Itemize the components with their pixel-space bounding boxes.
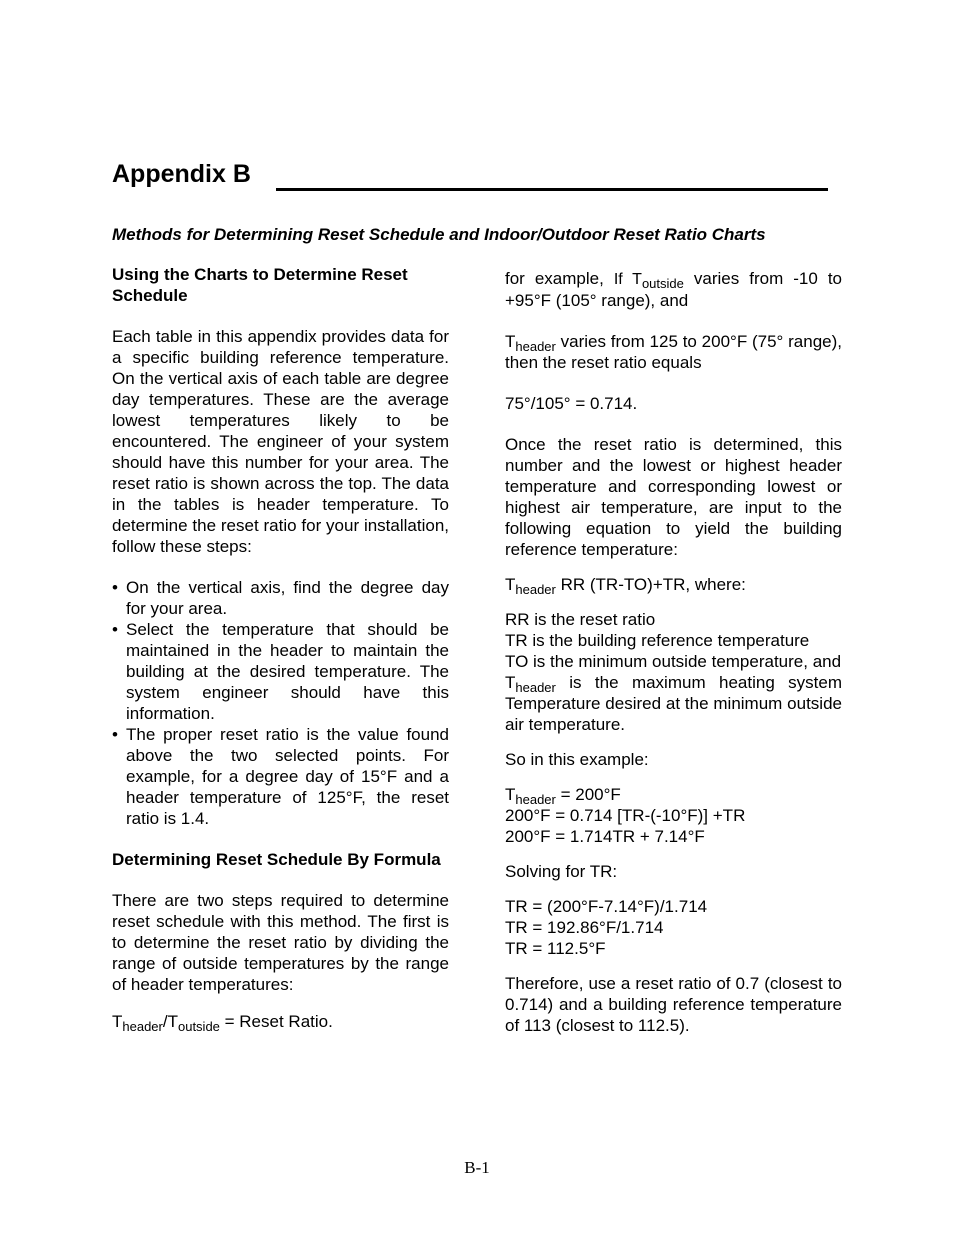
steps-list — [112, 577, 449, 829]
heading-using-charts: Using the Charts to Determine Reset Schedule — [112, 265, 408, 305]
paragraph-conclusion: Therefore, use a reset ratio of 0.7 (closest to 0.714) and a building reference temperature of 113 (closest to 112.5). — [505, 974, 842, 1035]
calc-line-2: 200°F = 0.714 [TR-(-10°F)] +TR — [505, 806, 746, 825]
list-item-text: The proper reset ratio is the value found above the two selected points. For example, for a degree day of 15°F and a header temperature of 125°F, the reset ratio is 1.4. — [126, 725, 449, 828]
definition-tr: TR is the building reference temperature — [505, 631, 810, 650]
definition-to: TO is the minimum outside temperature, and — [505, 652, 842, 671]
example-lead: for example, — [505, 269, 614, 288]
section-subtitle: Methods for Determining Reset Schedule and Indoor/Outdoor Reset Ratio Charts — [112, 225, 766, 244]
solution-line: TR = 192.86°F/1.714 — [505, 918, 664, 937]
left-column — [112, 264, 449, 1052]
paragraph-formula-method: There are two steps required to determine reset schedule with this method. The first is to determine the reset ratio by dividing the range of outside temperatures by the range of header temperatures: — [112, 891, 449, 994]
solution-lines — [505, 896, 842, 959]
bullet-icon: • — [112, 725, 118, 744]
example-header-range: varies from 125 to 200°F (75° range), then the reset ratio equals — [505, 332, 842, 372]
calc-sub-header: header — [515, 792, 556, 807]
bullet-icon: • — [112, 620, 118, 639]
formula-t: T — [112, 1012, 123, 1031]
formula-sub-outside: outside — [177, 1019, 220, 1034]
equation-t: T — [505, 575, 516, 594]
page-title: Appendix B — [112, 160, 251, 188]
definition-sub-header: header — [515, 680, 556, 695]
paragraph-once-determined: Once the reset ratio is determined, this number and the lowest or highest header temperature and corresponding lowest or highest air temperature, are input to the following equation to yield the building reference temperature: — [505, 435, 842, 559]
calc-line-1 — [505, 784, 842, 805]
right-column — [505, 264, 842, 1056]
list-item-text: Select the temperature that should be maintained in the header to maintain the building at the desired temperature. The system engineer should have this information. — [126, 620, 449, 723]
solution-line: TR = (200°F-7.14°F)/1.714 — [505, 897, 708, 916]
example-outside-range: varies from -10 to +95°F (105° range), and — [505, 269, 842, 310]
formula-rest: = Reset Ratio. — [219, 1012, 333, 1031]
example-if-t: If T — [613, 271, 642, 288]
bullet-icon: • — [112, 578, 118, 597]
calc-line-3: 200°F = 1.714TR + 7.14°F — [505, 827, 705, 846]
page-number: B-1 — [464, 1158, 490, 1177]
example-calculation — [505, 784, 842, 847]
example-t: T — [505, 332, 516, 351]
definition-t: T — [505, 673, 516, 692]
equation-sub-header: header — [515, 582, 556, 597]
example-sub-outside: outside — [641, 276, 684, 291]
solving-for-tr: Solving for TR: — [505, 862, 618, 881]
example-sub-header: header — [515, 339, 556, 354]
formula-sub-header: header — [122, 1019, 163, 1034]
definition-rr: RR is the reset ratio — [505, 610, 656, 629]
equation-rest: RR (TR-TO)+TR, where: — [555, 575, 746, 594]
title-underline-rule — [276, 188, 828, 191]
calc-line-1-rest: = 200°F — [555, 785, 621, 804]
so-in-this-example: So in this example: — [505, 750, 649, 769]
heading-by-formula: Determining Reset Schedule By Formula — [112, 850, 441, 869]
list-item — [112, 619, 449, 724]
paragraph-example-outside — [505, 268, 842, 311]
calc-t: T — [505, 785, 516, 804]
paragraph-intro: Each table in this appendix provides data for a specific building reference temperature. On the vertical axis of each table are degree day temperatures. These are the average lowest temperatures likely to be encountered. The engineer of your system should have this number for your area. The reset ratio is shown across the top. The data in the tables is header temperature. To determine the reset ratio for your installation, follow these steps: — [112, 327, 449, 556]
list-item-text: On the vertical axis, find the degree day for your area. — [126, 578, 449, 618]
paragraph-example-header — [505, 331, 842, 373]
definition-theader-text: is the maximum heating system Temperature desired at the minimum outside air temperature. — [505, 673, 842, 734]
definition-theader — [505, 672, 842, 735]
formula-reset-ratio — [112, 1011, 449, 1032]
equation-line — [505, 574, 842, 595]
ratio-result: 75°/105° = 0.714. — [505, 394, 638, 413]
definitions-block — [505, 609, 842, 735]
list-item — [112, 724, 449, 829]
formula-slash-t: /T — [162, 1012, 178, 1031]
solution-line: TR = 112.5°F — [505, 939, 606, 958]
list-item — [112, 577, 449, 619]
